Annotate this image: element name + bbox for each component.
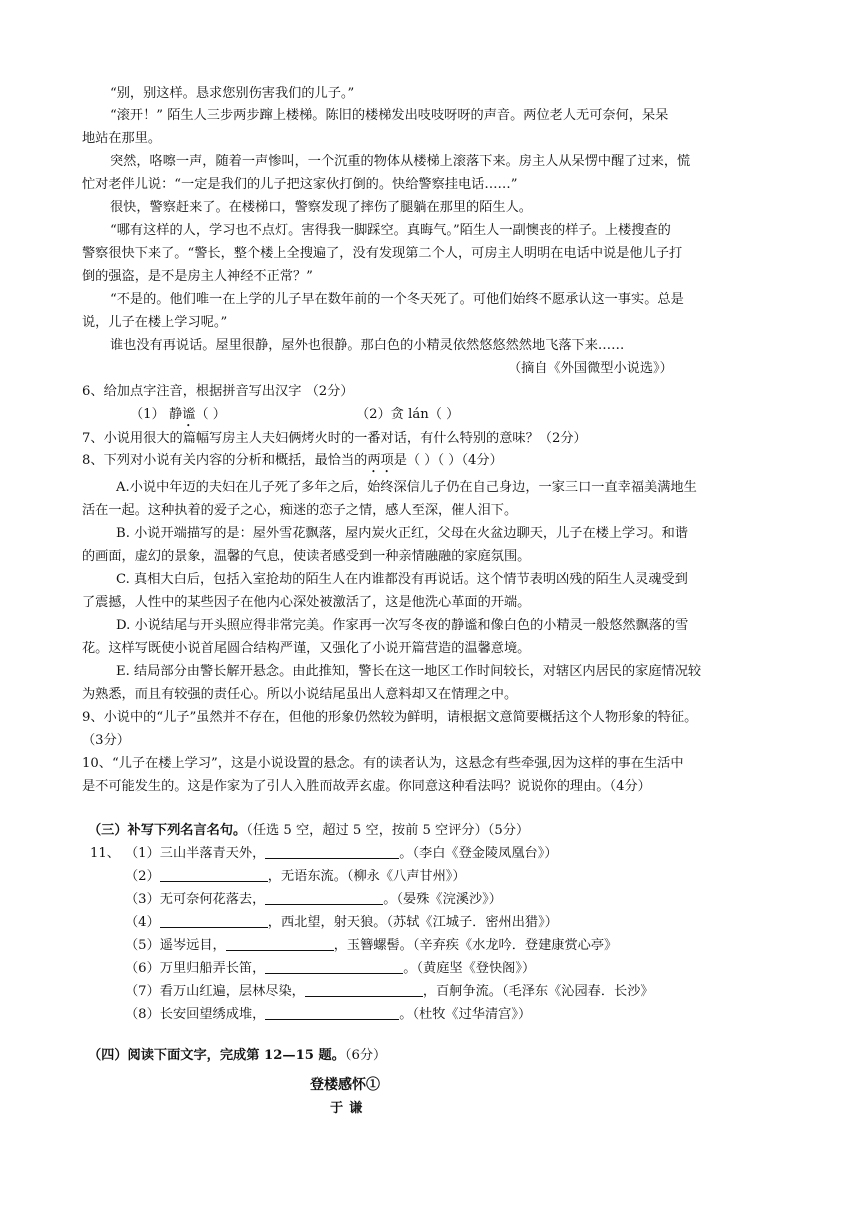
story-paragraph: “哪有这样的人，学习也不点灯。害得我一脚踩空。真晦气。”陌生人一副懊丧的样子。上楼搜查的 xyxy=(110,223,671,238)
quote-item-4: （4） ，西北望，射天狼。（苏轼《江城子．密州出猎》） xyxy=(125,915,558,930)
story-paragraph: “别，别这样。恳求您别伤害我们的儿子。” xyxy=(110,86,355,101)
story-paragraph: 谁也没有再说话。屋里很静，屋外也很静。那白色的小精灵依然悠悠然然地飞落下来…… xyxy=(110,338,625,353)
question-7: 7、小说用很大的篇幅写房主人夫妇俩烤火时的一番对话，有什么特别的意味？（2分） xyxy=(82,431,587,446)
story-paragraph-cont: 说，儿子在楼上学习呢。” xyxy=(82,315,228,330)
option-e: E. 结局部分由警长解开悬念。由此推知，警长在这一地区工作时间较长，对辖区内居民的家庭情况较 xyxy=(116,664,702,679)
quote-item-1: （1）三山半落青天外， 。（李白《登金陵凤凰台》） xyxy=(125,846,558,861)
quote-item-5: （5）遥岑远目， ，玉簪螺髻。（辛弃疾《水龙吟．登建康赏心亭》 xyxy=(125,938,618,953)
option-a-cont: 活在一起。这种执着的爱子之心，痴迷的恋子之情，感人至深，催人泪下。 xyxy=(82,503,518,518)
question-9-cont: （3分） xyxy=(82,733,130,748)
option-a: A.小说中年迈的夫妇在儿子死了多年之后，始终深信儿子仍在自己身边，一家三口一直幸福美满地生 xyxy=(116,480,697,495)
answer-blank[interactable] xyxy=(160,868,268,882)
option-b-cont: 的画面，虚幻的景象，温馨的气息，使读者感受到一种亲情融融的家庭氛围。 xyxy=(82,549,531,564)
story-paragraph-cont: 地站在那里。 xyxy=(82,131,162,146)
story-paragraph: 很快，警察赶来了。在楼梯口，警察发现了摔伤了腿躺在那里的陌生人。 xyxy=(110,200,532,215)
dotted-char: 谧 xyxy=(182,407,196,422)
option-e-cont: 为熟悉，而且有较强的责任心。所以小说结尾虽出人意料却又在情理之中。 xyxy=(82,687,518,702)
story-paragraph-cont: 忙对老伴儿说：“一定是我们的儿子把这家伙打倒的。快给警察挂电话……” xyxy=(82,177,518,192)
story-paragraph: 突然，咯嚓一声，随着一声惨叫，一个沉重的物体从楼梯上滚落下来。房主人从呆愣中醒了过来，慌 xyxy=(110,154,691,169)
answer-blank[interactable] xyxy=(265,1006,399,1020)
poem-author: 于谦 xyxy=(330,1101,369,1116)
story-paragraph: “不是的。他们唯一在上学的儿子早在数年前的一个冬天死了。可他们始终不愿承认这一事实。总是 xyxy=(110,292,684,307)
answer-blank[interactable] xyxy=(226,937,334,951)
answer-blank[interactable] xyxy=(265,960,403,974)
question-6-stem: 6、给加点字注音，根据拼音写出汉字 （2分） xyxy=(82,384,354,399)
option-d-cont: 花。这样写既使小说首尾圆合结构严谨，又强化了小说开篇营造的温馨意境。 xyxy=(82,641,531,656)
answer-blank[interactable] xyxy=(160,914,268,928)
story-paragraph: “滚开！” 陌生人三步两步蹿上楼梯。陈旧的楼梯发出吱吱呀呀的声音。两位老人无可奈何，呆呆 xyxy=(110,108,669,123)
question-10: 10、“儿子在楼上学习”，这是小说设置的悬念。有的读者认为，这悬念有些牵强,因为这样的事在生活中 xyxy=(82,756,684,771)
answer-blank[interactable] xyxy=(265,845,399,859)
quote-item-7: （7）看万山红遍，层林尽染， ，百舸争流。（毛泽东《沁园春．长沙》 xyxy=(125,984,654,999)
question-6-item-1: （1） 静谧（ ） xyxy=(130,407,226,422)
quote-item-6: （6）万里归船弄长笛， 。（黄庭坚《登快阁》） xyxy=(125,961,536,976)
section-3-heading: （三）补写下列名言名句。（任选 5 空，超过 5 空，按前 5 空评分）（5分） xyxy=(88,823,530,838)
question-6-item-2: （2）贪 lán（ ） xyxy=(356,407,460,422)
dotted-emphasis: 两项 xyxy=(367,453,394,468)
question-8-stem: 8、下列对小说有关内容的分析和概括，最恰当的两项是（ ）（ ）（4分） xyxy=(82,453,503,468)
section-4-heading: （四）阅读下面文字，完成第 12—15 题。（6分） xyxy=(88,1048,387,1063)
quote-item-2: （2） ，无语东流。（柳永《八声甘州》） xyxy=(125,869,466,884)
question-11-number: 11、 xyxy=(90,846,120,861)
answer-blank[interactable] xyxy=(265,891,383,905)
option-c-cont: 了震撼，人性中的某些因子在他内心深处被激活了，这是他洗心革面的开端。 xyxy=(82,595,531,610)
story-source: （摘自《外国微型小说选》） xyxy=(508,361,673,376)
option-c: C. 真相大白后，包括入室抢劫的陌生人在内谁都没有再说话。这个情节表明凶残的陌生人灵魂受到 xyxy=(116,572,688,587)
story-paragraph-cont: 警察很快下来了。“警长，整个楼上全搜遍了，没有发现第二个人，可房主人明明在电话中说是他儿子打 xyxy=(82,246,683,261)
question-9: 9、小说中的“儿子”虽然并不存在，但他的形象仍然较为鲜明，请根据文意简要概括这个人物形象的特征。 xyxy=(82,710,698,725)
quote-item-8: （8）长安回望绣成堆， 。（杜牧《过华清宫》） xyxy=(125,1007,532,1022)
poem-title: 登楼感怀① xyxy=(310,1077,380,1093)
option-d: D. 小说结尾与开头照应得非常完美。作家再一次写冬夜的静谧和像白色的小精灵一般悠然飘落的雪 xyxy=(116,618,689,633)
option-b: B. 小说开端描写的是：屋外雪花飘落，屋内炭火正红，父母在火盆边聊天，儿子在楼上学习。和谐 xyxy=(116,526,688,541)
quote-item-3: （3）无可奈何花落去， 。（晏殊《浣溪沙》） xyxy=(125,892,502,907)
answer-blank[interactable] xyxy=(305,983,423,997)
story-paragraph-cont: 倒的强盗，是不是房主人神经不正常？” xyxy=(82,269,313,284)
question-10-cont: 是不可能发生的。这是作家为了引人入胜而故弄玄虚。你同意这种看法吗？说说你的理由。（4分） xyxy=(82,779,651,794)
